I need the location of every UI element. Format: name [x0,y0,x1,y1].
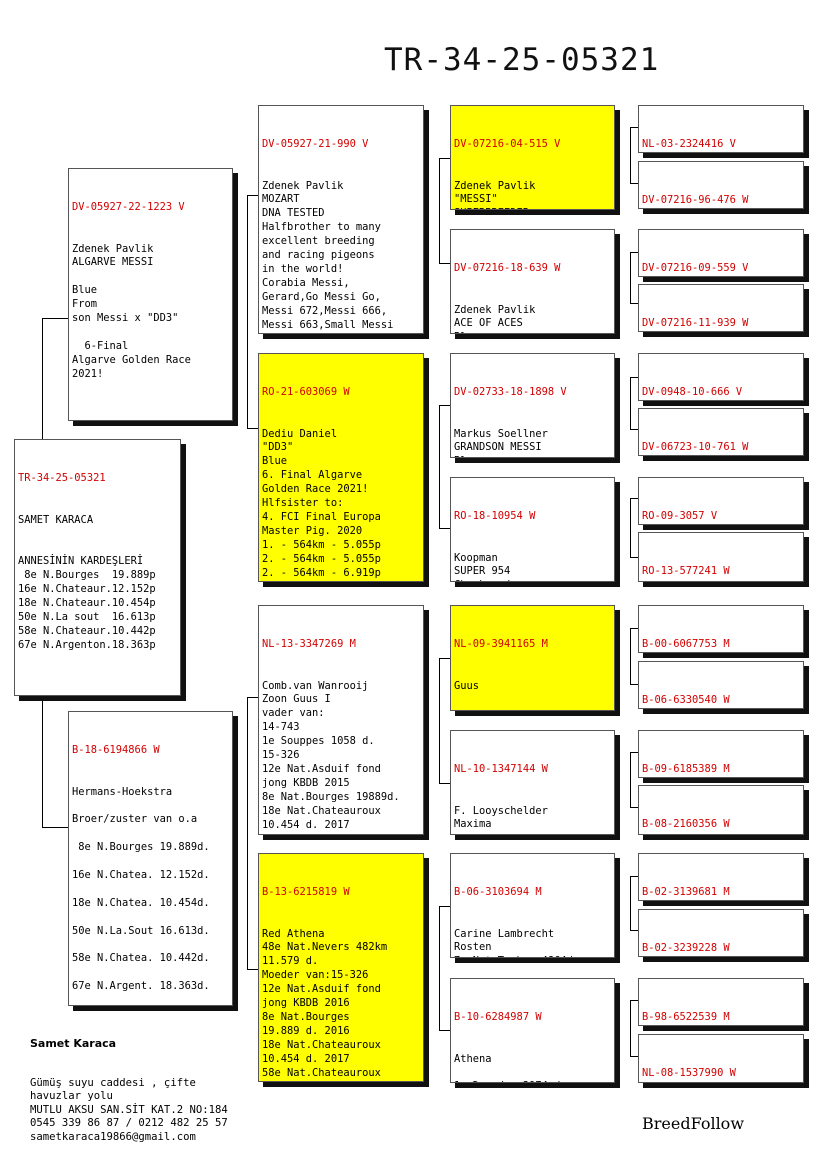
pigeon-details: Zdenek Pavlik ALGARVE MESSI Blue From son Messi x "DD3" 6-Final Algarve Golden Race 2021! [72,242,191,380]
connector [439,405,450,406]
pigeon-details: Guus [454,679,480,692]
pigeon-details: Markus Soellner GRANDSON MESSI [454,427,548,454]
ring-number: B-02-3139681 M [642,885,730,898]
connector [630,930,638,931]
ring-number: DV-06723-10-761 W [642,440,749,453]
pigeon-card-g4-16 [638,1034,804,1083]
connector [630,252,638,253]
connector [42,318,68,319]
connector [630,684,638,685]
ring-number: DV-02733-18-1898 V [454,385,567,398]
connector [439,528,450,529]
pigeon-card-g4-13 [638,853,804,901]
ring-number: B-98-6522539 M [642,1010,730,1023]
connector [247,195,248,428]
pigeon-details: Red Athena 48e Nat.Nevers 482km 11.579 d. Moeder van:15-326 12e Nat.Asduif fond jong KBDB 2016 8e Nat.Bourges 19.889 d. 2016 18e Nat.Chateauroux 10.454 d. 2017 58e Nat.Chateauroux [262,927,388,1079]
connector [630,752,631,807]
ring-number: NL-10-1347144 W [454,762,548,775]
connector [247,195,258,196]
pigeon-details: Zdenek Pavlik ACE OF ACES [454,303,536,330]
connector [247,428,258,429]
ring-number: RO-18-10954 W [454,509,536,522]
connector [439,1030,450,1031]
owner-info [30,1010,228,1157]
ring-number: NL-13-3347269 M [262,637,356,650]
ring-number: B-18-6194866 W [72,743,160,756]
connector [439,158,450,159]
pigeon-details: Zdenek Pavlik MOZART DNA TESTED Halfbrother to many excellent breeding and racing pigeons in the world! Corabia Messi, Gerard,Go Messi Go, Messi 672,Messi 666, Messi 663,Small Messi [262,179,394,331]
connector [247,697,258,698]
pigeon-card-mm [258,853,424,1082]
pigeon-details: Dediu Daniel "DD3" Blue 6. Final Algarve Golden Race 2021! Hlfsister to: 4. FCI Final Europa Master Pig. 2020 1. - 564km - 5.055p 2. - 564km - 5.055p 2. - 564km - 6.919p [262,427,381,579]
ring-number: DV-07216-11-939 W [642,316,749,329]
pigeon-details: F. Looyschelder Maxima [454,804,548,831]
ring-number: B-06-6330540 W [642,693,730,706]
connector [630,252,631,303]
ring-number: RO-21-603069 W [262,385,350,398]
pigeon-card-g4-1 [638,105,804,153]
pigeon-card-g4-3 [638,229,804,277]
pigeon-details: Zdenek Pavlik "MESSI" [454,179,536,206]
ring-number: DV-05927-21-990 V [262,137,369,150]
ring-number: DV-0948-10-666 V [642,385,743,398]
connector [630,876,631,930]
ring-number: RO-09-3057 V [642,509,718,522]
connector [630,498,631,557]
connector [630,127,631,183]
ring-number: B-13-6215819 W [262,885,350,898]
connector [439,658,440,783]
pigeon-card-g4-15 [638,978,804,1026]
pigeon-card-ff [258,105,424,334]
connector [630,628,631,684]
ring-number: DV-07216-09-559 V [642,261,749,274]
pigeon-card-g4-5 [638,353,804,401]
connector [630,1000,631,1056]
pigeon-card-fmm [450,477,615,582]
connector [630,807,638,808]
ring-number: RO-13-577241 W [642,564,730,577]
owner-address: Gümüş suyu caddesi , çifte havuzlar yolu MUTLU AKSU SAN.SİT KAT.2 NO:184 0545 339 86 87 / 0212 482 25 57 sametkaraca19866@gmail.com [30,1077,228,1143]
connector [439,158,440,263]
pigeon-card-fmf [450,353,615,458]
pigeon-card-father [68,168,233,421]
connector [247,697,248,969]
pigeon-card-ffm [450,229,615,334]
connector [630,429,638,430]
ring-number: DV-07216-96-476 W [642,193,749,206]
ring-number: DV-07216-18-639 W [454,261,561,274]
ring-number: DV-07216-04-515 V [454,137,561,150]
pigeon-card-g4-11 [638,730,804,778]
pigeon-details: Carine Lambrecht Rosten [454,927,555,954]
pigeon-card-mf [258,605,424,835]
ring-number: TR-34-25-05321 [18,471,106,484]
pigeon-card-g4-8 [638,532,804,582]
connector [439,658,450,659]
connector [630,127,638,128]
connector [630,377,631,429]
connector [439,906,450,907]
pigeon-card-g4-2 [638,161,804,209]
pigeon-card-g4-4 [638,284,804,332]
connector [630,498,638,499]
ring-number: DV-05927-22-1223 V [72,200,185,213]
pigeon-details: Koopman SUPER 954 [454,551,511,578]
ring-number: NL-09-3941165 M [454,637,548,650]
connector [439,906,440,1030]
owner-name: Samet Karaca [30,1036,117,1050]
ring-number: B-10-6284987 W [454,1010,542,1023]
pigeon-card-mother [68,711,233,1006]
pigeon-card-fm [258,353,424,582]
connector [439,405,440,528]
connector [439,263,450,264]
ring-number: B-09-6185389 M [642,762,730,775]
ring-number: B-06-3103694 M [454,885,542,898]
pigeon-card-g4-10 [638,661,804,709]
pigeon-details: Athena [454,1052,492,1065]
pigeon-card-mmm [450,978,615,1083]
pigeon-card-mff [450,605,615,711]
connector [630,303,638,304]
pigeon-card-g4-14 [638,909,804,957]
brand-logo: BreedFollow [642,1114,745,1133]
connector [42,827,68,828]
connector [630,557,638,558]
pigeon-details: Hermans-Hoekstra Broer/zuster van o.a 8e N.Bourges 19.889d. 16e N.Chatea. 12.152d. 18e N.Chatea. 10.454d. 50e N.La.Sout 16.613d. 58e N.Chatea. 10.442d. 67e N.Argent. 18.363d. [72,785,210,993]
connector [630,876,638,877]
ring-number: B-02-3239228 W [642,941,730,954]
pigeon-card-g4-9 [638,605,804,653]
connector [630,377,638,378]
connector [439,783,450,784]
connector [630,1056,638,1057]
connector [630,752,638,753]
pigeon-details: SAMET KARACA ANNESİNİN KARDEŞLERİ 8e N.Bourges 19.889p 16e N.Chateaur.12.152p 18e N.Chateaur.10.454p 50e N.La sout 16.613p 58e N.Chateaur.10.442p 67e N.Argenton.18.363p [18,513,156,651]
pigeon-card-mmf [450,853,615,958]
pigeon-card-g4-6 [638,408,804,456]
ring-number: NL-08-1537990 W [642,1066,736,1079]
pigeon-card-mfm [450,730,615,835]
pedigree-title: TR-34-25-05321 [384,42,660,78]
ring-number: B-00-6067753 M [642,637,730,650]
connector [630,183,638,184]
connector [247,969,258,970]
pigeon-card-g4-12 [638,785,804,835]
connector [630,628,638,629]
pigeon-card-fff [450,105,615,210]
pigeon-card-g4-7 [638,477,804,525]
connector [630,1000,638,1001]
ring-number: NL-03-2324416 V [642,137,736,150]
ring-number: B-08-2160356 W [642,817,730,830]
pigeon-card-main [14,439,181,696]
pigeon-details: Comb.van Wanrooij Zoon Guus I vader van: 14-743 1e Souppes 1058 d. 15-326 12e Nat.Asduif fond jong KBDB 2015 8e Nat.Bourges 19889d. 18e Nat.Chateauroux 10.454 d. 2017 [262,679,400,831]
